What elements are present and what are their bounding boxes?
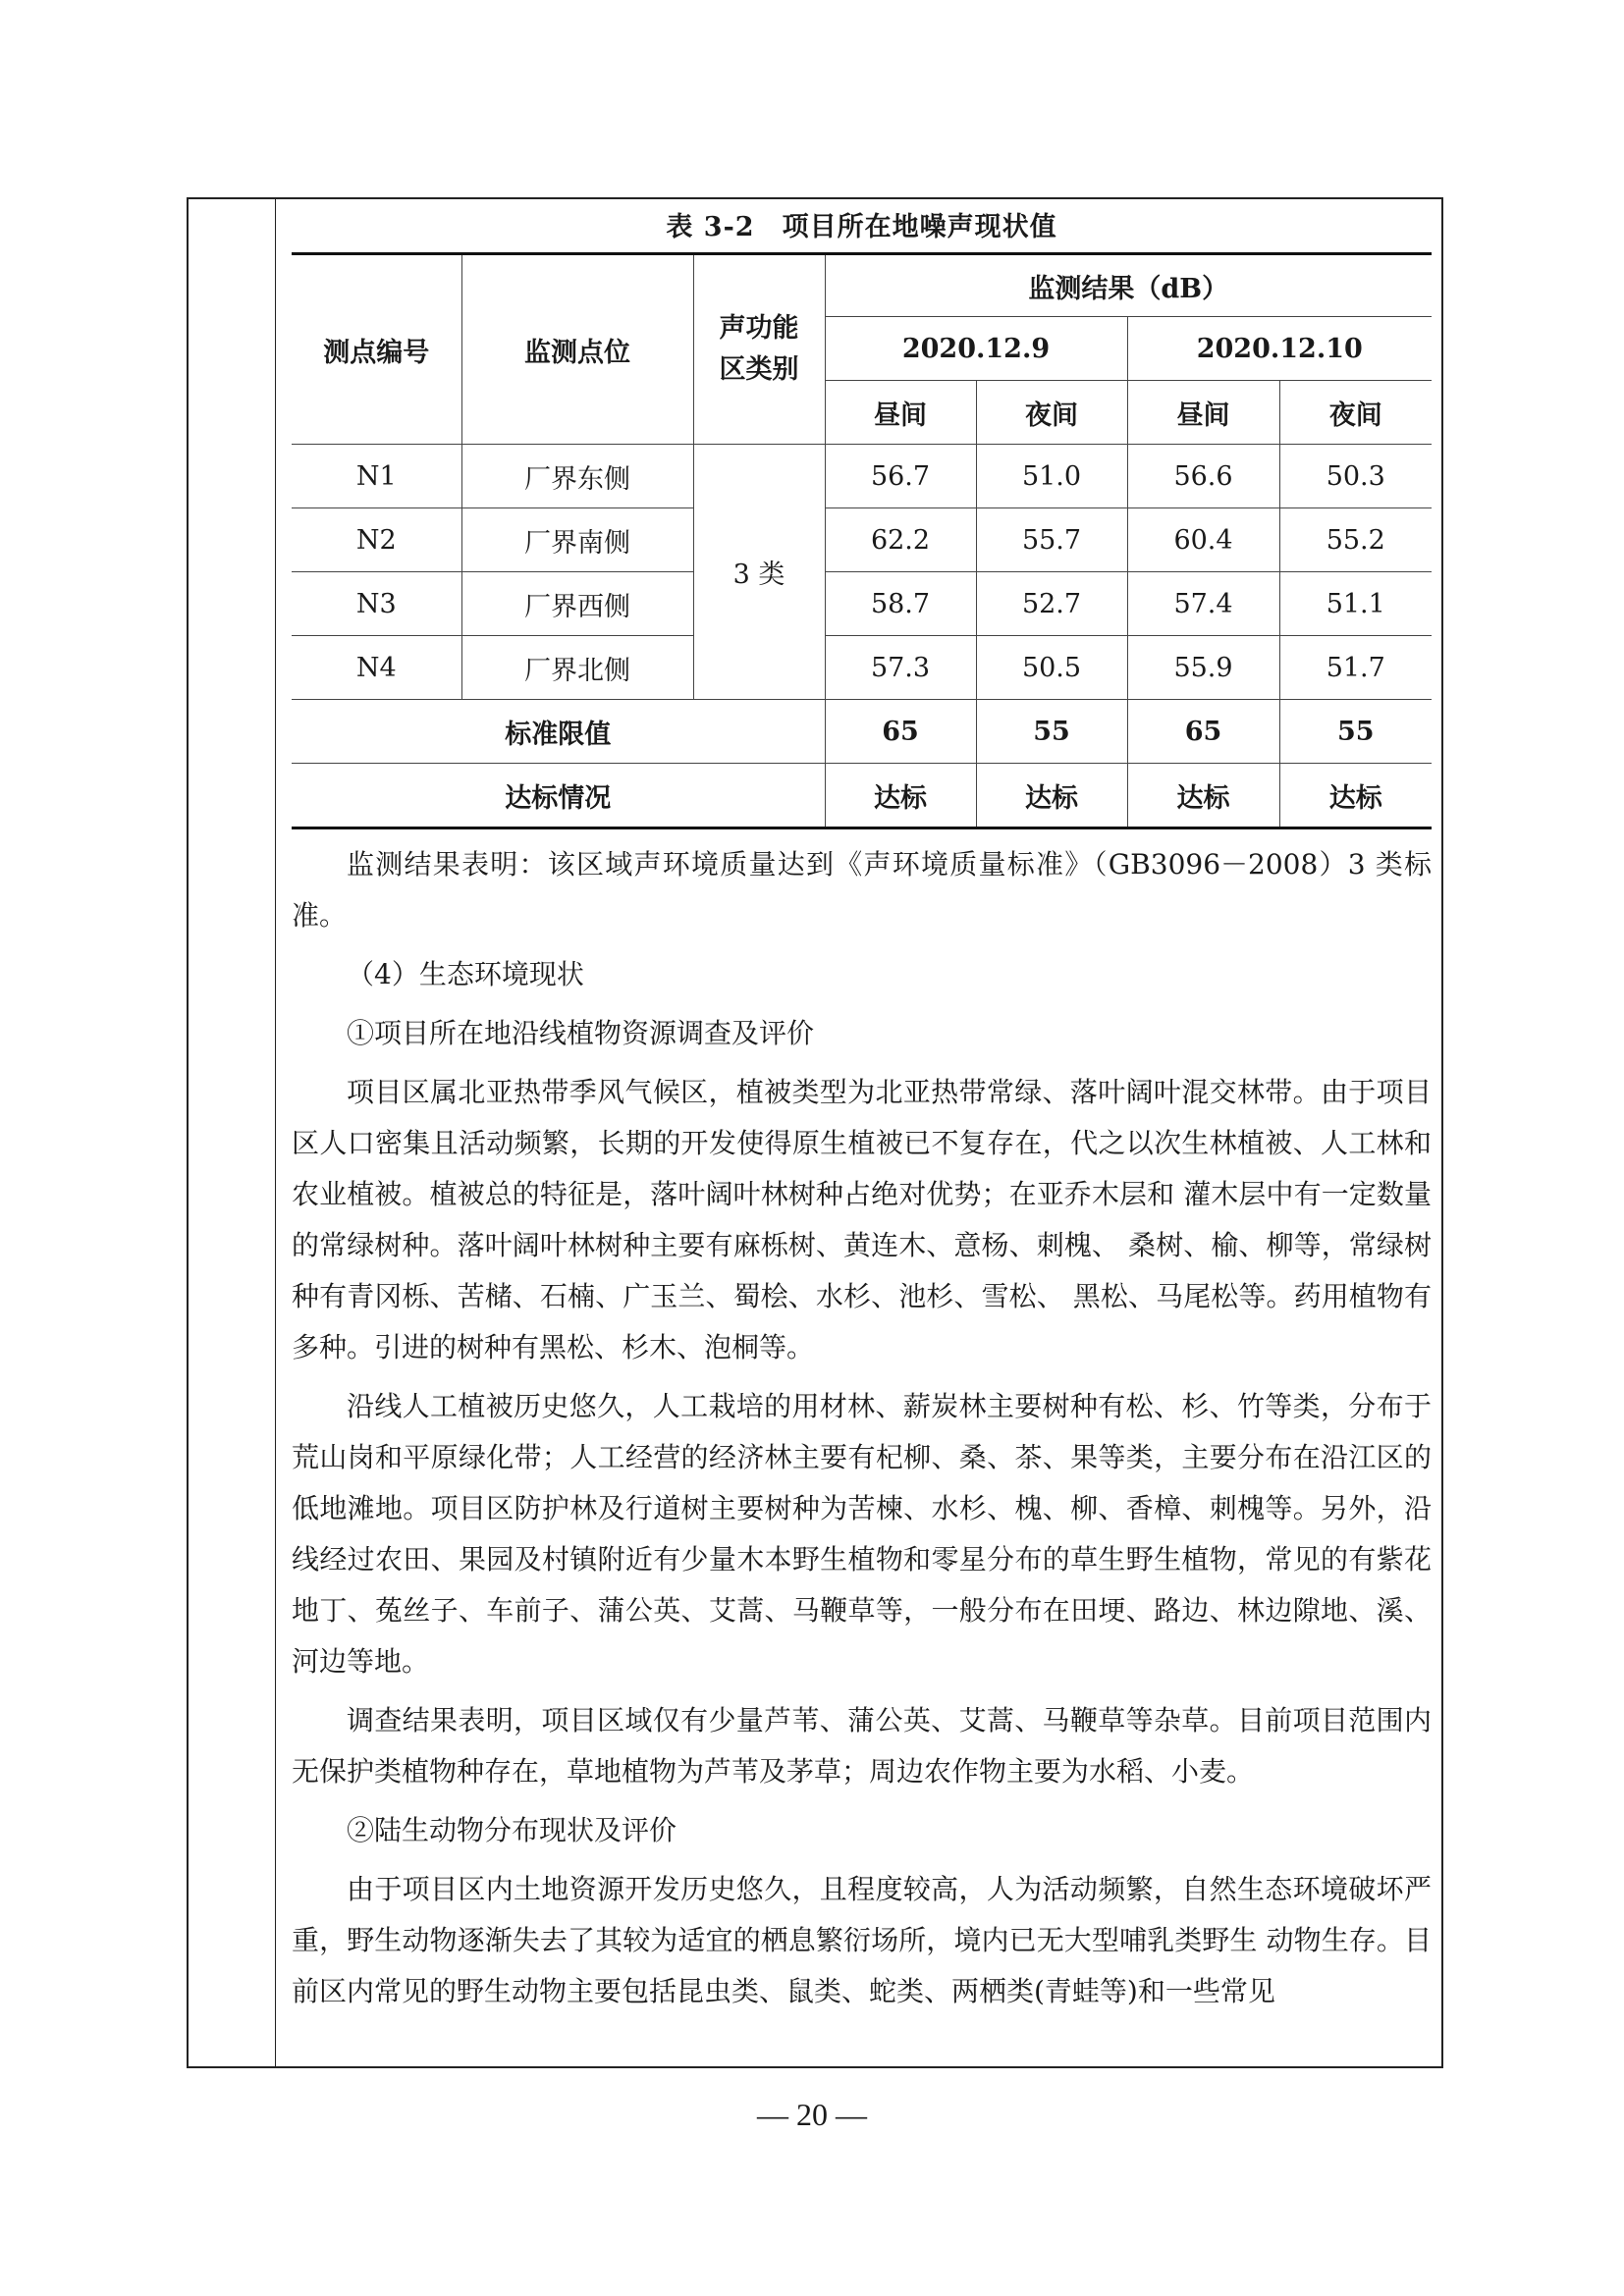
compliance-value: 达标 xyxy=(825,764,976,828)
cell-value: 55.9 xyxy=(1127,636,1279,700)
cell-value: 52.7 xyxy=(976,572,1127,636)
cell-id: N3 xyxy=(292,572,461,636)
noise-table xyxy=(292,252,1432,829)
cell-value: 62.2 xyxy=(825,508,976,572)
paragraph: 调查结果表明，项目区域仅有少量芦苇、蒲公英、艾蒿、马鞭草等杂草。目前项目范围内无保护类植物种存在，草地植物为芦苇及茅草；周边农作物主要为水稻、小麦。 xyxy=(292,1704,1432,1788)
cell-value: 56.7 xyxy=(825,445,976,508)
limit-value: 65 xyxy=(1127,700,1279,764)
header-night: 夜间 xyxy=(976,381,1127,445)
frame-divider xyxy=(275,199,276,2066)
limit-label: 标准限值 xyxy=(292,700,825,764)
cell-value: 55.7 xyxy=(976,508,1127,572)
header-date1: 2020.12.9 xyxy=(825,317,1127,381)
header-date2: 2020.12.10 xyxy=(1127,317,1432,381)
paragraph: 由于项目区内土地资源开发历史悠久，且程度较高，人为活动频繁，自然生态环境破坏严重，野生动物逐渐失去了其较为适宜的栖息繁衍场所，境内已无大型哺乳类野生 动物生存。目前区内常见的野生动物主要包括昆虫类、鼠类、蛇类、两栖类(青蛙等)和一些常见 xyxy=(292,1873,1432,2007)
cell-value: 55.2 xyxy=(1279,508,1432,572)
header-day: 昼间 xyxy=(825,381,976,445)
section-heading: （4）生态环境现状 xyxy=(347,958,584,990)
table-title: 表 3-2 项目所在地噪声现状值 xyxy=(666,212,1057,242)
cell-id: N2 xyxy=(292,508,461,572)
header-id: 测点编号 xyxy=(292,254,461,445)
page-number: — 20 — xyxy=(757,2097,867,2132)
compliance-value: 达标 xyxy=(1127,764,1279,828)
header-day: 昼间 xyxy=(1127,381,1279,445)
cell-value: 50.5 xyxy=(976,636,1127,700)
cell-location: 厂界北侧 xyxy=(461,636,693,700)
paragraph: 项目区属北亚热带季风气候区，植被类型为北亚热带常绿、落叶阔叶混交林带。由于项目区人口密集且活动频繁，长期的开发使得原生植被已不复存在，代之以次生林植被、人工林和农业植被。植被总的特征是，落叶阔叶林树种占绝对优势；在亚乔木层和 灌木层中有一定数量的常绿树种。落叶阔叶林树种主要有麻栎树、黄连木、意杨、刺槐、 桑树、榆、柳等，常绿树种有青冈栎、苦槠、石楠、广玉兰、蜀桧、水杉、池杉、雪松、 黑松、马尾松等。药用植物有多种。引进的树种有黑松、杉木、泡桐等。 xyxy=(292,1076,1432,1363)
table-row xyxy=(292,508,1432,572)
cell-value: 57.4 xyxy=(1127,572,1279,636)
cell-value: 60.4 xyxy=(1127,508,1279,572)
cell-zone: 3 类 xyxy=(693,445,825,700)
compliance-label: 达标情况 xyxy=(292,764,825,828)
compliance-value: 达标 xyxy=(976,764,1127,828)
cell-id: N1 xyxy=(292,445,461,508)
cell-value: 58.7 xyxy=(825,572,976,636)
header-result: 监测结果（dB） xyxy=(825,254,1432,317)
table-row xyxy=(292,636,1432,700)
content-frame xyxy=(187,197,1443,2068)
limit-row xyxy=(292,700,1432,764)
paragraph: 沿线人工植被历史悠久，人工栽培的用材林、薪炭林主要树种有松、杉、竹等类，分布于荒山岗和平原绿化带；人工经营的经济林主要有杞柳、桑、茶、果等类，主要分布在沿江区的低地滩地。项目区防护林及行道树主要树种为苦楝、水杉、槐、柳、香樟、刺槐等。另外，沿线经过农田、果园及村镇附近有少量木本野生植物和零星分布的草生野生植物，常见的有紫花地丁、菟丝子、车前子、蒲公英、艾蒿、马鞭草等，一般分布在田埂、路边、林边隙地、溪、河边等地。 xyxy=(292,1390,1432,1678)
limit-value: 65 xyxy=(825,700,976,764)
subsection-heading: ①项目所在地沿线植物资源调查及评价 xyxy=(347,1017,815,1049)
cell-value: 51.0 xyxy=(976,445,1127,508)
cell-value: 51.1 xyxy=(1279,572,1432,636)
header-location: 监测点位 xyxy=(461,254,693,445)
content-area xyxy=(292,199,1432,2017)
cell-value: 51.7 xyxy=(1279,636,1432,700)
cell-location: 厂界西侧 xyxy=(461,572,693,636)
cell-value: 56.6 xyxy=(1127,445,1279,508)
table-row xyxy=(292,445,1432,508)
body-text xyxy=(292,839,1432,2017)
header-night: 夜间 xyxy=(1279,381,1432,445)
compliance-value: 达标 xyxy=(1279,764,1432,828)
cell-location: 厂界东侧 xyxy=(461,445,693,508)
limit-value: 55 xyxy=(976,700,1127,764)
cell-id: N4 xyxy=(292,636,461,700)
cell-location: 厂界南侧 xyxy=(461,508,693,572)
subsection-heading: ②陆生动物分布现状及评价 xyxy=(347,1814,677,1846)
cell-value: 50.3 xyxy=(1279,445,1432,508)
compliance-row xyxy=(292,764,1432,828)
header-zone: 声功能区类别 xyxy=(693,254,825,445)
paragraph: 监测结果表明：该区域声环境质量达到《声环境质量标准》（GB3096－2008）3 类标准。 xyxy=(292,848,1432,932)
cell-value: 57.3 xyxy=(825,636,976,700)
table-row xyxy=(292,572,1432,636)
limit-value: 55 xyxy=(1279,700,1432,764)
